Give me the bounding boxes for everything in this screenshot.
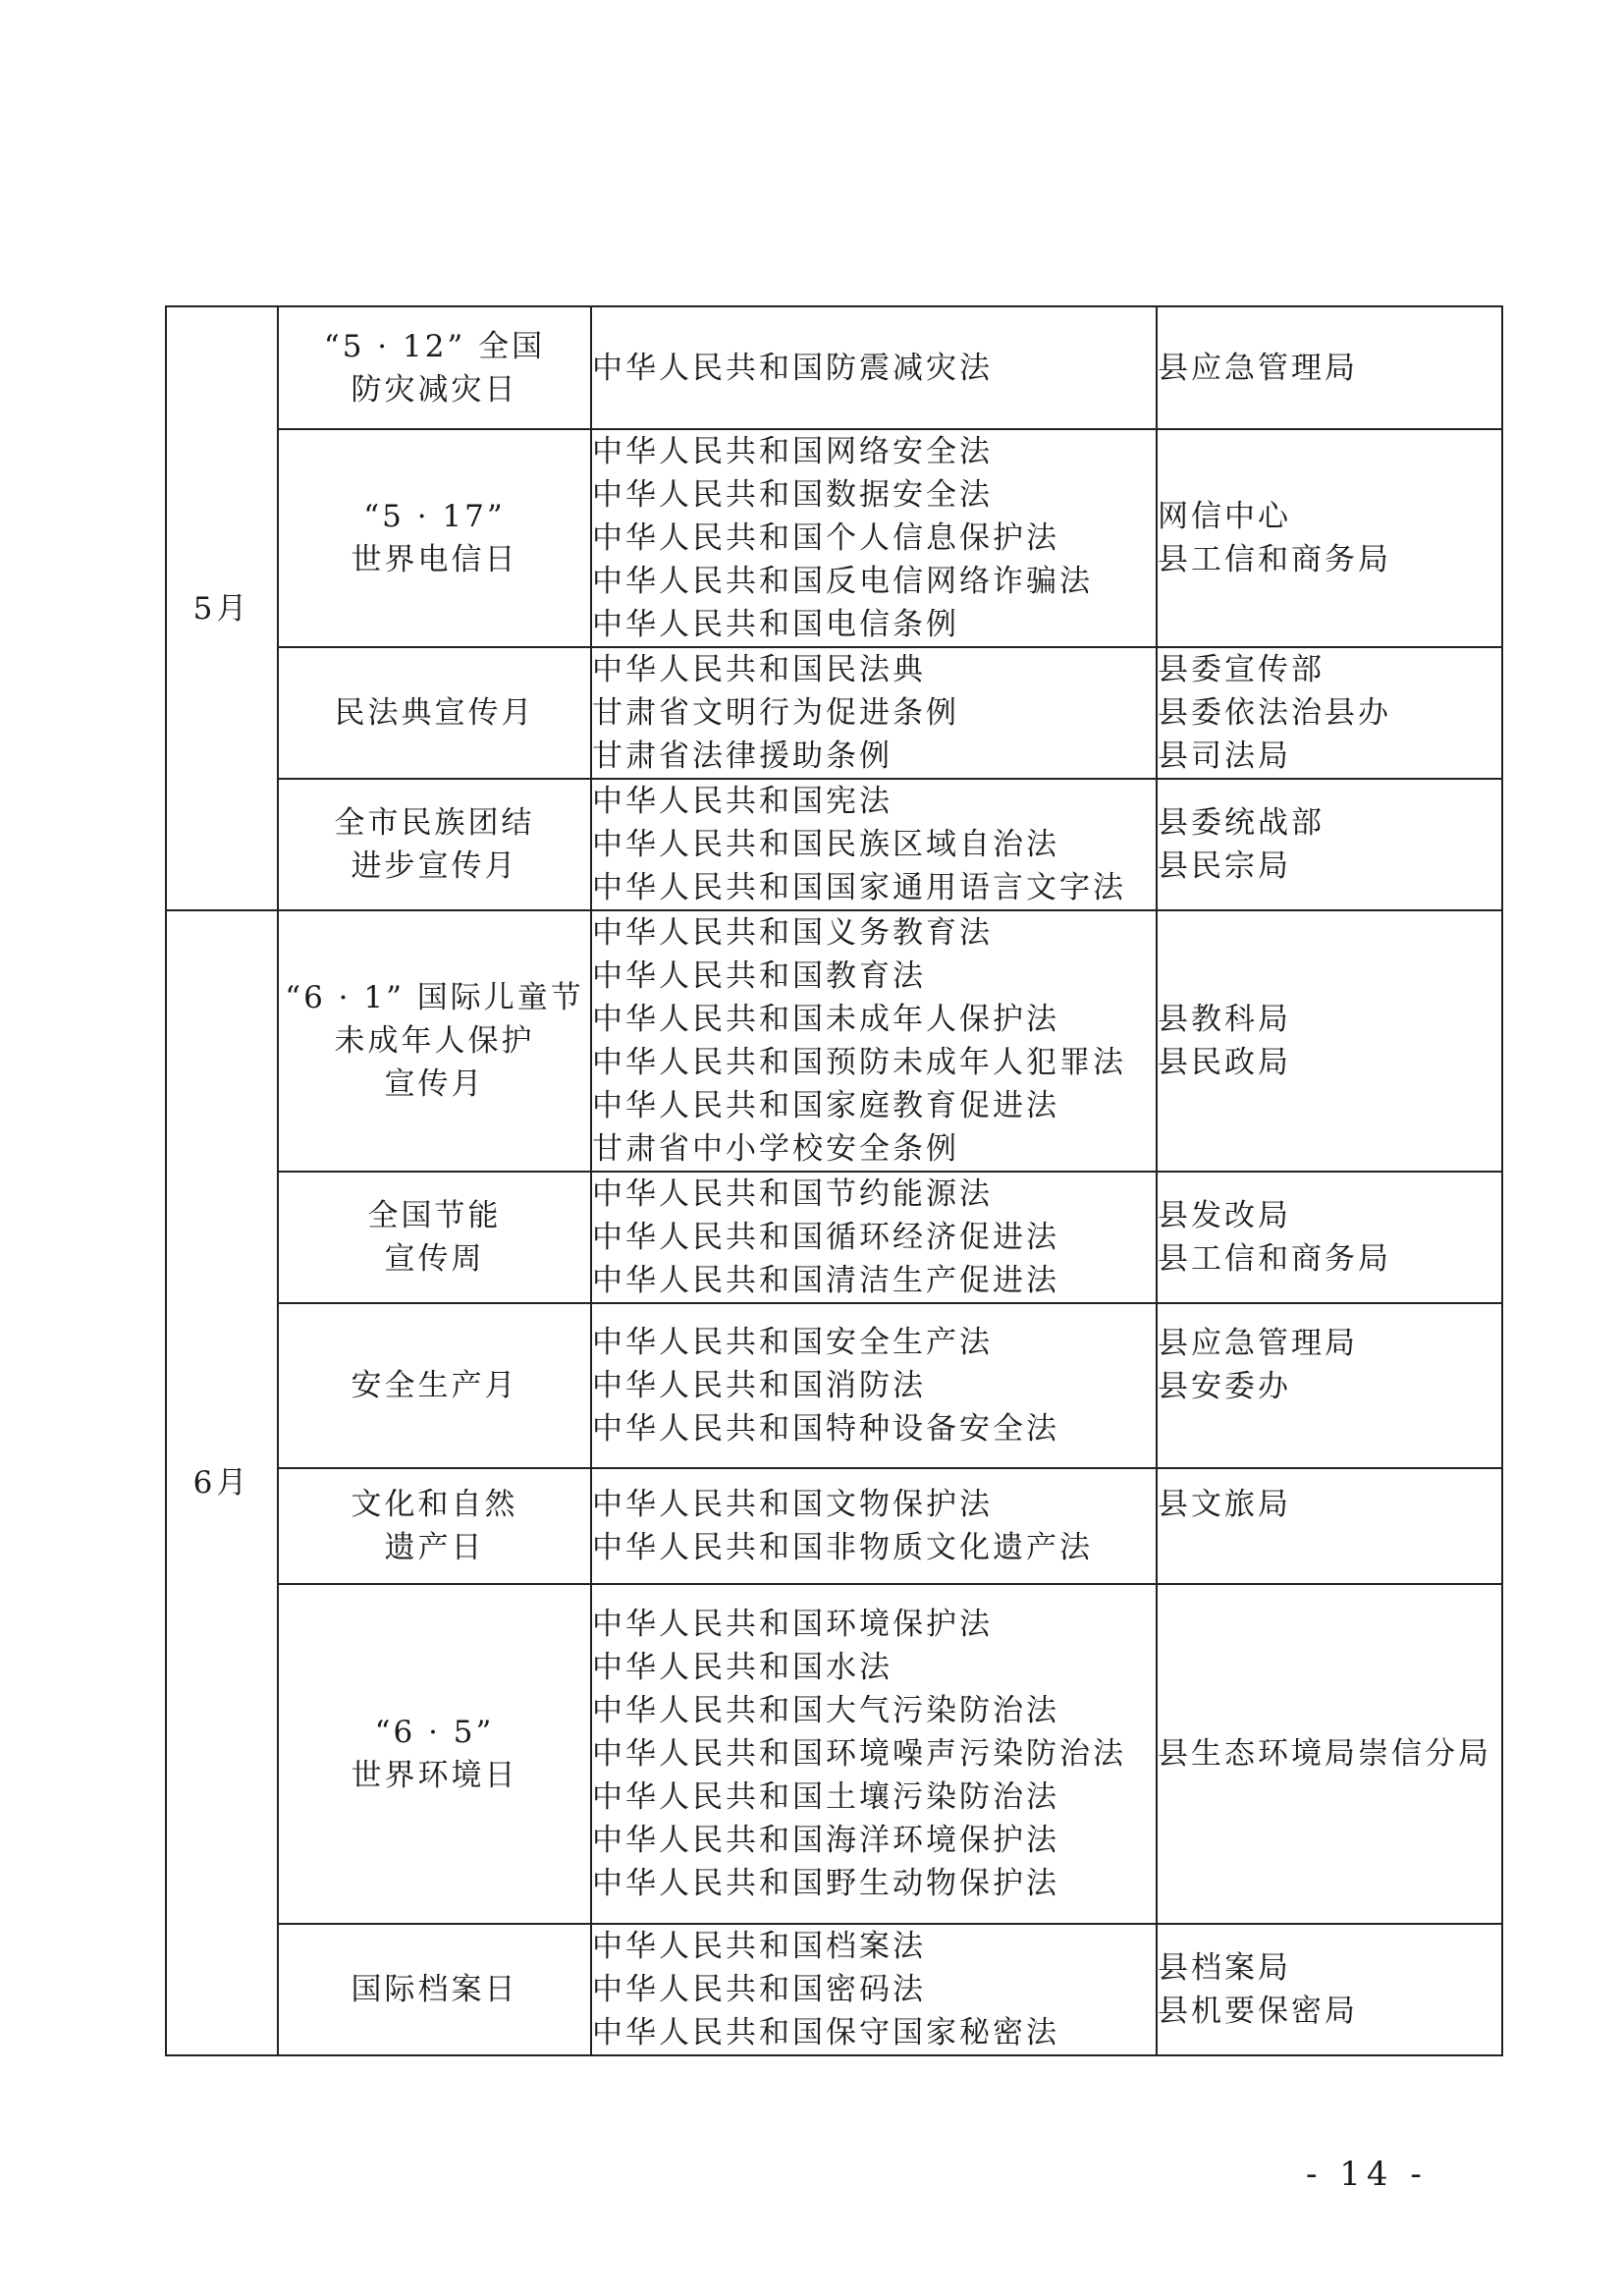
table-row	[166, 1468, 1502, 1584]
law-item: 中华人民共和国教育法	[592, 958, 926, 994]
event-line: 世界环境日	[351, 1758, 518, 1793]
law-item: 中华人民共和国节约能源法	[592, 1176, 993, 1212]
law-item: 中华人民共和国水法	[592, 1650, 893, 1685]
law-item: 甘肃省文明行为促进条例	[592, 695, 959, 731]
event-cell	[278, 910, 591, 1172]
law-item: 中华人民共和国特种设备安全法	[592, 1411, 1059, 1447]
law-item: 中华人民共和国电信条例	[592, 607, 959, 642]
event-cell	[278, 1924, 591, 2055]
event-cell	[278, 1584, 591, 1924]
event-line: 民法典宣传月	[334, 695, 535, 731]
table-row	[166, 306, 1502, 429]
event-line: 安全生产月	[351, 1368, 518, 1403]
laws-cell	[591, 647, 1157, 779]
event-line: 进步宣传月	[351, 848, 518, 884]
department-cell	[1157, 779, 1502, 910]
department-item: 县机要保密局	[1158, 1994, 1358, 2029]
event-cell	[278, 1468, 591, 1584]
event-line: “6 · 1” 国际儿童节	[285, 980, 584, 1015]
law-item: 中华人民共和国野生动物保护法	[592, 1866, 1059, 1901]
law-item: 中华人民共和国家庭教育促进法	[592, 1088, 1059, 1123]
event-line: 国际档案日	[351, 1972, 518, 2007]
laws-cell	[591, 429, 1157, 647]
event-cell	[278, 1303, 591, 1468]
law-item: 中华人民共和国土壤污染防治法	[592, 1779, 1059, 1815]
department-item: 县文旅局	[1158, 1487, 1291, 1522]
event-line: 世界电信日	[351, 542, 518, 577]
law-item: 中华人民共和国清洁生产促进法	[592, 1263, 1059, 1298]
department-cell	[1157, 1303, 1502, 1468]
laws-cell	[591, 306, 1157, 429]
event-line: 遗产日	[384, 1530, 485, 1565]
month-cell: 5月	[166, 306, 278, 910]
event-cell	[278, 647, 591, 779]
department-cell	[1157, 1468, 1502, 1584]
schedule-table	[165, 305, 1503, 2056]
law-item: 中华人民共和国文物保护法	[592, 1487, 993, 1522]
law-item: 中华人民共和国防震减灾法	[592, 350, 993, 386]
law-item: 中华人民共和国消防法	[592, 1368, 926, 1403]
law-item: 中华人民共和国数据安全法	[592, 477, 993, 513]
law-item: 中华人民共和国民法典	[592, 652, 926, 687]
table-row	[166, 910, 1502, 1172]
department-item: 县发改局	[1158, 1198, 1291, 1233]
department-item: 县生态环境局崇信分局	[1158, 1736, 1491, 1772]
laws-cell	[591, 779, 1157, 910]
law-item: 中华人民共和国反电信网络诈骗法	[592, 564, 1093, 599]
law-item: 中华人民共和国个人信息保护法	[592, 520, 1059, 556]
department-cell	[1157, 429, 1502, 647]
department-item: 县委统战部	[1158, 805, 1325, 841]
event-cell	[278, 429, 591, 647]
laws-cell	[591, 1468, 1157, 1584]
event-line: “6 · 5”	[374, 1715, 495, 1750]
table-row	[166, 429, 1502, 647]
event-line: 未成年人保护	[334, 1023, 535, 1059]
table-row	[166, 1172, 1502, 1303]
department-item: 县民政局	[1158, 1045, 1291, 1080]
law-item: 中华人民共和国非物质文化遗产法	[592, 1530, 1093, 1565]
laws-cell	[591, 1584, 1157, 1924]
department-item: 县教科局	[1158, 1002, 1291, 1037]
law-item: 中华人民共和国环境噪声污染防治法	[592, 1736, 1126, 1772]
department-item: 县司法局	[1158, 738, 1291, 774]
law-item: 中华人民共和国环境保护法	[592, 1607, 993, 1642]
event-line: “5 · 17”	[363, 499, 506, 534]
law-item: 中华人民共和国档案法	[592, 1929, 926, 1964]
table-row	[166, 647, 1502, 779]
laws-cell	[591, 1172, 1157, 1303]
department-item: 县工信和商务局	[1158, 542, 1391, 577]
law-item: 中华人民共和国宪法	[592, 784, 893, 819]
event-line: 宣传周	[384, 1241, 485, 1277]
law-item: 中华人民共和国网络安全法	[592, 434, 993, 469]
law-item: 甘肃省中小学校安全条例	[592, 1131, 959, 1167]
laws-cell	[591, 1924, 1157, 2055]
table-row	[166, 1584, 1502, 1924]
department-item: 县委宣传部	[1158, 652, 1325, 687]
department-cell	[1157, 647, 1502, 779]
law-item: 中华人民共和国海洋环境保护法	[592, 1823, 1059, 1858]
event-line: 防灾减灾日	[351, 371, 518, 408]
department-item: 县工信和商务局	[1158, 1241, 1391, 1277]
month-cell: 6月	[166, 910, 278, 2055]
law-item: 中华人民共和国预防未成年人犯罪法	[592, 1045, 1126, 1080]
event-line: 文化和自然	[351, 1487, 518, 1522]
law-item: 甘肃省法律援助条例	[592, 738, 893, 774]
department-item: 县档案局	[1158, 1950, 1291, 1986]
law-item: 中华人民共和国保守国家秘密法	[592, 2015, 1059, 2050]
law-item: 中华人民共和国密码法	[592, 1972, 926, 2007]
department-item: 县应急管理局	[1158, 350, 1358, 386]
laws-cell	[591, 1303, 1157, 1468]
department-item: 县民宗局	[1158, 848, 1291, 884]
department-item: 县委依法治县办	[1158, 695, 1391, 731]
law-item: 中华人民共和国国家通用语言文字法	[592, 870, 1126, 905]
law-item: 中华人民共和国大气污染防治法	[592, 1693, 1059, 1728]
event-line: 宣传月	[384, 1066, 485, 1102]
department-cell	[1157, 1584, 1502, 1924]
law-item: 中华人民共和国循环经济促进法	[592, 1220, 1059, 1255]
table-row	[166, 779, 1502, 910]
law-item: 中华人民共和国义务教育法	[592, 915, 993, 951]
department-cell	[1157, 306, 1502, 429]
event-cell	[278, 306, 591, 429]
department-item: 县安委办	[1158, 1369, 1291, 1404]
table-row	[166, 1924, 1502, 2055]
department-cell	[1157, 1924, 1502, 2055]
event-line: 全国节能	[367, 1198, 502, 1233]
department-item: 县应急管理局	[1158, 1326, 1358, 1361]
department-item: 网信中心	[1158, 499, 1291, 534]
department-cell	[1157, 910, 1502, 1172]
law-item: 中华人民共和国安全生产法	[592, 1325, 993, 1360]
event-line: 全市民族团结	[334, 805, 535, 841]
law-item: 中华人民共和国未成年人保护法	[592, 1002, 1059, 1037]
table-row	[166, 1303, 1502, 1468]
event-cell	[278, 1172, 591, 1303]
law-item: 中华人民共和国民族区域自治法	[592, 827, 1059, 862]
event-cell	[278, 779, 591, 910]
laws-cell	[591, 910, 1157, 1172]
page-number: - 14 -	[1306, 2155, 1428, 2194]
department-cell	[1157, 1172, 1502, 1303]
event-line: “5 · 12” 全国	[323, 328, 546, 364]
